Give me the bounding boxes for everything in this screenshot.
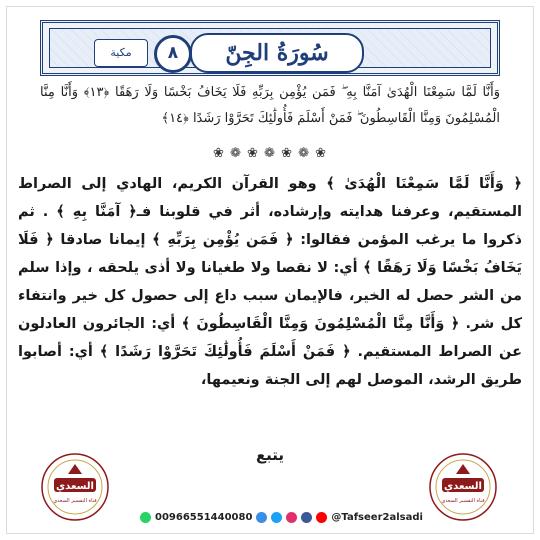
quran-verse-text: وَأَنَّا لَمَّا سَمِعْنَا الْهُدَىٰ آمَنَّا بِهِ ۖ فَمَن يُؤْمِن بِرَبِّهِ فَلَا يَخَافُ بَخْسًا وَلَا رَهَقًا ﴿١٣﴾ وَأَنَّا مِنَّا الْمُسْلِمُونَ وَمِنَّا الْقَاسِطُونَ ۖ فَمَنْ أَسْلَمَ فَأُولَٰئِكَ تَحَرَّوْا رَشَدًا ﴿١٤﴾ [40,85,500,126]
surah-title: سُورَةُ الجِنّ [190,33,364,73]
logo-right-caption: قناة التفسير السعدي [441,498,485,504]
instagram-icon[interactable] [286,512,297,523]
tafsir-paragraph: ﴿ وَأَنَّا لَمَّا سَمِعْنَا الْهُدَىٰ ﴾ وهو القرآن الكريم، الهادي إلى الصراط المستقيم، وعرفنا هدايته وإرشاده، أثر في قلوبنا فـ﴿ آمَنَّا بِهِ ﴾ . ثم ذكروا ما يرغب المؤمن فقالوا: ﴿ فَمَن يُؤْمِن بِرَبِّهِ ﴾ إيمانا صادقا ﴿ فَلَا يَخَافُ بَخْسًا وَلَا رَهَقًا ﴾ أي: لا نقصا ولا طغيانا ولا أذى يلحقه ، وإذا سلم من الشر حصل له الخير، فالإيمان سبب داع إلى حصول كل خير وانتفاء كل شر. ﴿ وَأَنَّا مِنَّا الْمُسْلِمُونَ وَمِنَّا الْقَاسِطُونَ ﴾ أي: الجائرون العادلون عن الصراط المستقيم. ﴿ فَمَنْ أَسْلَمَ فَأُولَٰئِكَ تَحَرَّوْا رَشَدًا ﴾ أي: أصابوا طريق الرشد، الموصل لهم إلى الجنة ونعيمها، [18,176,522,388]
saadi-logo-right [428,452,498,522]
follow-label: يتبع [255,446,285,464]
contact-footer [140,508,430,526]
facebook-icon[interactable] [301,512,312,523]
whatsapp-icon[interactable] [140,512,151,523]
youtube-icon[interactable] [316,512,327,523]
logo-left-caption: قناة التفسير السعدي [53,498,97,504]
ornamental-divider: ❀ ❁ ❀ ❁ ❀ ❁ ❀ [212,146,328,161]
surah-header-banner [40,20,500,76]
banner-ornament [49,28,491,68]
surah-number-badge: ٨ [154,35,192,73]
saadi-logo-left [40,452,110,522]
revelation-type-badge: مكية [94,39,148,67]
telegram-icon[interactable] [256,512,267,523]
twitter-icon[interactable] [271,512,282,523]
social-handle[interactable]: @Tafseer2alsadi [331,511,423,523]
phone-number[interactable]: 00966551440080 [155,511,253,523]
logo-left-name: السعدي [56,481,94,492]
logo-right-name: السعدي [444,481,482,492]
